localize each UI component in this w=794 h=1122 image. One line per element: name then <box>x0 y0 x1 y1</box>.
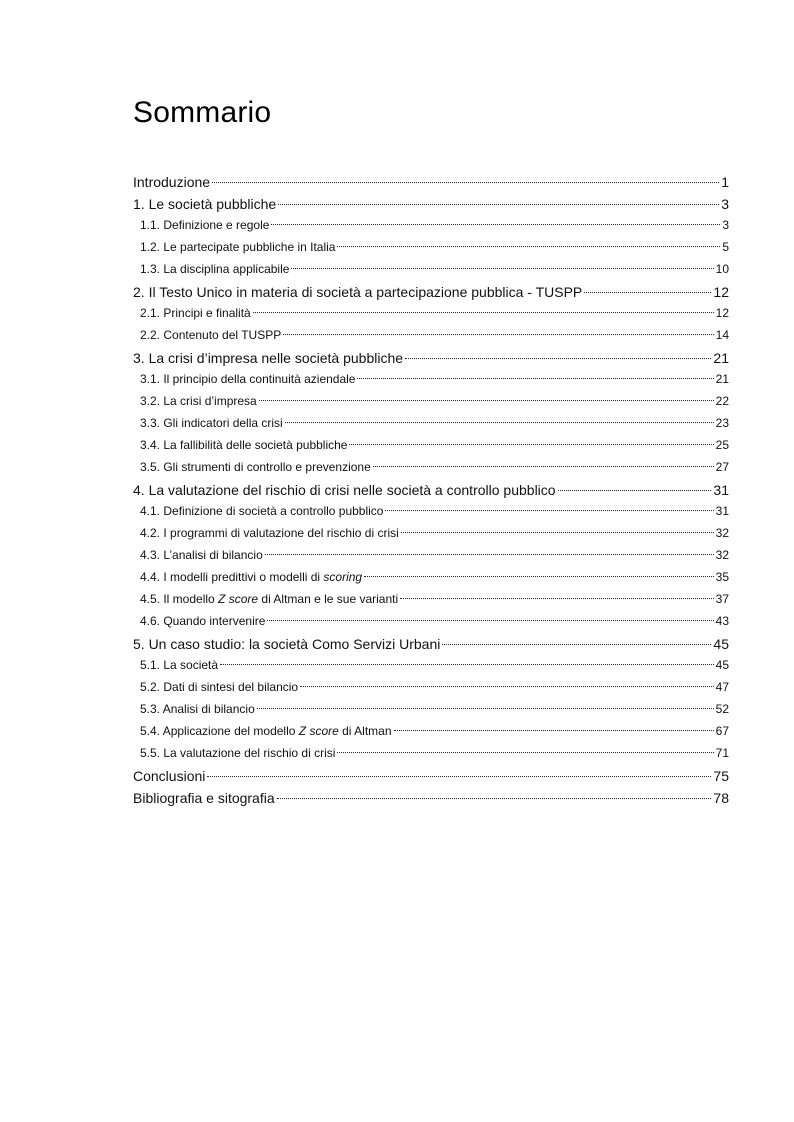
toc-entry-title: Bibliografia e sitografia <box>133 790 275 806</box>
dot-leader <box>257 708 714 709</box>
toc-entry-page: 78 <box>713 790 729 806</box>
toc-entry-page: 35 <box>715 570 729 584</box>
dot-leader <box>253 312 714 313</box>
dot-leader <box>558 490 712 491</box>
dot-leader <box>364 576 714 577</box>
toc-entry-page: 21 <box>715 372 729 386</box>
toc-entry-title: Conclusioni <box>133 768 206 784</box>
toc-entry-page: 45 <box>713 636 729 652</box>
dot-leader <box>207 776 711 777</box>
page-title: Sommario <box>133 96 272 129</box>
toc-entry[interactable] <box>133 548 729 570</box>
toc-entry-page: 67 <box>715 724 729 738</box>
toc-entry-page: 1 <box>721 174 729 190</box>
dot-leader <box>285 422 714 423</box>
toc-entry-page: 12 <box>715 306 729 320</box>
dot-leader <box>259 400 714 401</box>
toc-entry-title: 5.5. La valutazione del rischio di crisi <box>140 746 336 760</box>
dot-leader <box>300 686 714 687</box>
toc-entry-page: 25 <box>715 438 729 452</box>
toc-entry-page: 27 <box>715 460 729 474</box>
toc-entry-page: 12 <box>713 284 729 300</box>
toc-entry-page: 14 <box>715 328 729 342</box>
toc-entry-page: 3 <box>721 196 729 212</box>
toc-entry[interactable] <box>133 658 729 680</box>
toc-entry[interactable] <box>133 306 729 328</box>
toc-entry-title: 1.2. Le partecipate pubbliche in Italia <box>140 240 336 254</box>
toc-entry[interactable] <box>133 504 729 526</box>
dot-leader <box>349 444 713 445</box>
toc-entry[interactable] <box>133 570 729 592</box>
toc-entry-title: 4.6. Quando intervenire <box>140 614 266 628</box>
toc-entry-title: 5.2. Dati di sintesi del bilancio <box>140 680 299 694</box>
dot-leader <box>278 204 719 205</box>
toc-entry[interactable] <box>133 218 729 240</box>
toc-entry-title: 5.4. Applicazione del modello Z score di Altman <box>140 724 392 738</box>
dot-leader <box>394 730 714 731</box>
toc-entry-title: 3.5. Gli strumenti di controllo e prevenzione <box>140 460 371 474</box>
toc-entry[interactable] <box>133 416 729 438</box>
toc-entry-title: 4.3. L’analisi di bilancio <box>140 548 263 562</box>
toc-entry-title: 1. Le società pubbliche <box>133 196 277 212</box>
toc-entry[interactable] <box>133 526 729 548</box>
toc-entry[interactable] <box>133 790 729 812</box>
dot-leader <box>220 664 714 665</box>
toc-entry-page: 47 <box>715 680 729 694</box>
dot-leader <box>291 268 713 269</box>
toc-entry-page: 71 <box>715 746 729 760</box>
toc-entry-page: 5 <box>722 240 729 254</box>
toc-entry-title: 2.2. Contenuto del TUSPP <box>140 328 282 342</box>
toc-entry-title: 3.1. Il principio della continuità aziendale <box>140 372 356 386</box>
toc-entry-title: 3.2. La crisi d’impresa <box>140 394 257 408</box>
dot-leader <box>212 182 719 183</box>
dot-leader <box>357 378 713 379</box>
toc-entry[interactable] <box>133 284 729 306</box>
toc-entry-title: 3.4. La fallibilità delle società pubbliche <box>140 438 348 452</box>
dot-leader <box>400 598 714 599</box>
toc-entry-title: 5. Un caso studio: la società Como Servizi Urbani <box>133 636 441 652</box>
dot-leader <box>267 620 713 621</box>
dot-leader <box>584 292 711 293</box>
dot-leader <box>385 510 713 511</box>
dot-leader <box>337 752 713 753</box>
toc-entry-title: 4.5. Il modello Z score di Altman e le sue varianti <box>140 592 399 606</box>
toc-entry-title: 1.1. Definizione e regole <box>140 218 270 232</box>
toc-entry[interactable] <box>133 372 729 394</box>
toc-entry-page: 52 <box>715 702 729 716</box>
dot-leader <box>271 224 720 225</box>
toc-entry-title: Introduzione <box>133 174 211 190</box>
toc-entry[interactable] <box>133 350 729 372</box>
toc-entry[interactable] <box>133 240 729 262</box>
toc-entry[interactable] <box>133 592 729 614</box>
dot-leader <box>405 358 711 359</box>
toc-entry[interactable] <box>133 636 729 658</box>
toc-entry-title: 4.1. Definizione di società a controllo pubblico <box>140 504 384 518</box>
toc-entry[interactable] <box>133 196 729 218</box>
toc-entry-title: 5.1. La società <box>140 658 219 672</box>
toc-entry-page: 31 <box>715 504 729 518</box>
toc-entry-title: 5.3. Analisi di bilancio <box>140 702 255 716</box>
toc-entry-page: 32 <box>715 548 729 562</box>
toc-entry-page: 37 <box>715 592 729 606</box>
dot-leader <box>373 466 714 467</box>
toc-entry-title: 2. Il Testo Unico in materia di società a partecipazione pubblica - TUSPP <box>133 284 583 300</box>
toc-entry[interactable] <box>133 328 729 350</box>
toc-entry-page: 32 <box>715 526 729 540</box>
toc-entry[interactable] <box>133 746 729 768</box>
toc-entry-page: 31 <box>713 482 729 498</box>
toc-entry-title: 4.4. I modelli predittivi o modelli di scoring <box>140 570 363 584</box>
toc-entry[interactable] <box>133 680 729 702</box>
toc-entry-page: 3 <box>722 218 729 232</box>
dot-leader <box>442 644 711 645</box>
toc-entry[interactable] <box>133 724 729 746</box>
dot-leader <box>401 532 714 533</box>
toc-entry[interactable] <box>133 262 729 284</box>
toc-entry[interactable] <box>133 768 729 790</box>
toc-entry-page: 23 <box>715 416 729 430</box>
toc-entry-page: 75 <box>713 768 729 784</box>
toc-entry-page: 21 <box>713 350 729 366</box>
toc-entry[interactable] <box>133 438 729 460</box>
toc-entry[interactable] <box>133 482 729 504</box>
toc-entry-title: 2.1. Principi e finalità <box>140 306 251 320</box>
toc-entry[interactable] <box>133 394 729 416</box>
toc-entry[interactable] <box>133 614 729 636</box>
toc-entry-title: 4. La valutazione del rischio di crisi nelle società a controllo pubblico <box>133 482 556 498</box>
dot-leader <box>337 246 720 247</box>
toc-entry-title: 3.3. Gli indicatori della crisi <box>140 416 283 430</box>
toc-entry-title: 3. La crisi d’impresa nelle società pubbliche <box>133 350 404 366</box>
table-of-contents <box>133 174 729 812</box>
toc-entry[interactable] <box>133 460 729 482</box>
toc-entry-page: 10 <box>715 262 729 276</box>
dot-leader <box>283 334 713 335</box>
toc-entry-page: 43 <box>715 614 729 628</box>
toc-entry-title: 4.2. I programmi di valutazione del rischio di crisi <box>140 526 399 540</box>
toc-entry[interactable] <box>133 174 729 196</box>
dot-leader <box>277 798 712 799</box>
toc-entry-page: 45 <box>715 658 729 672</box>
toc-entry-title: 1.3. La disciplina applicabile <box>140 262 290 276</box>
toc-entry[interactable] <box>133 702 729 724</box>
dot-leader <box>265 554 714 555</box>
toc-entry-page: 22 <box>715 394 729 408</box>
